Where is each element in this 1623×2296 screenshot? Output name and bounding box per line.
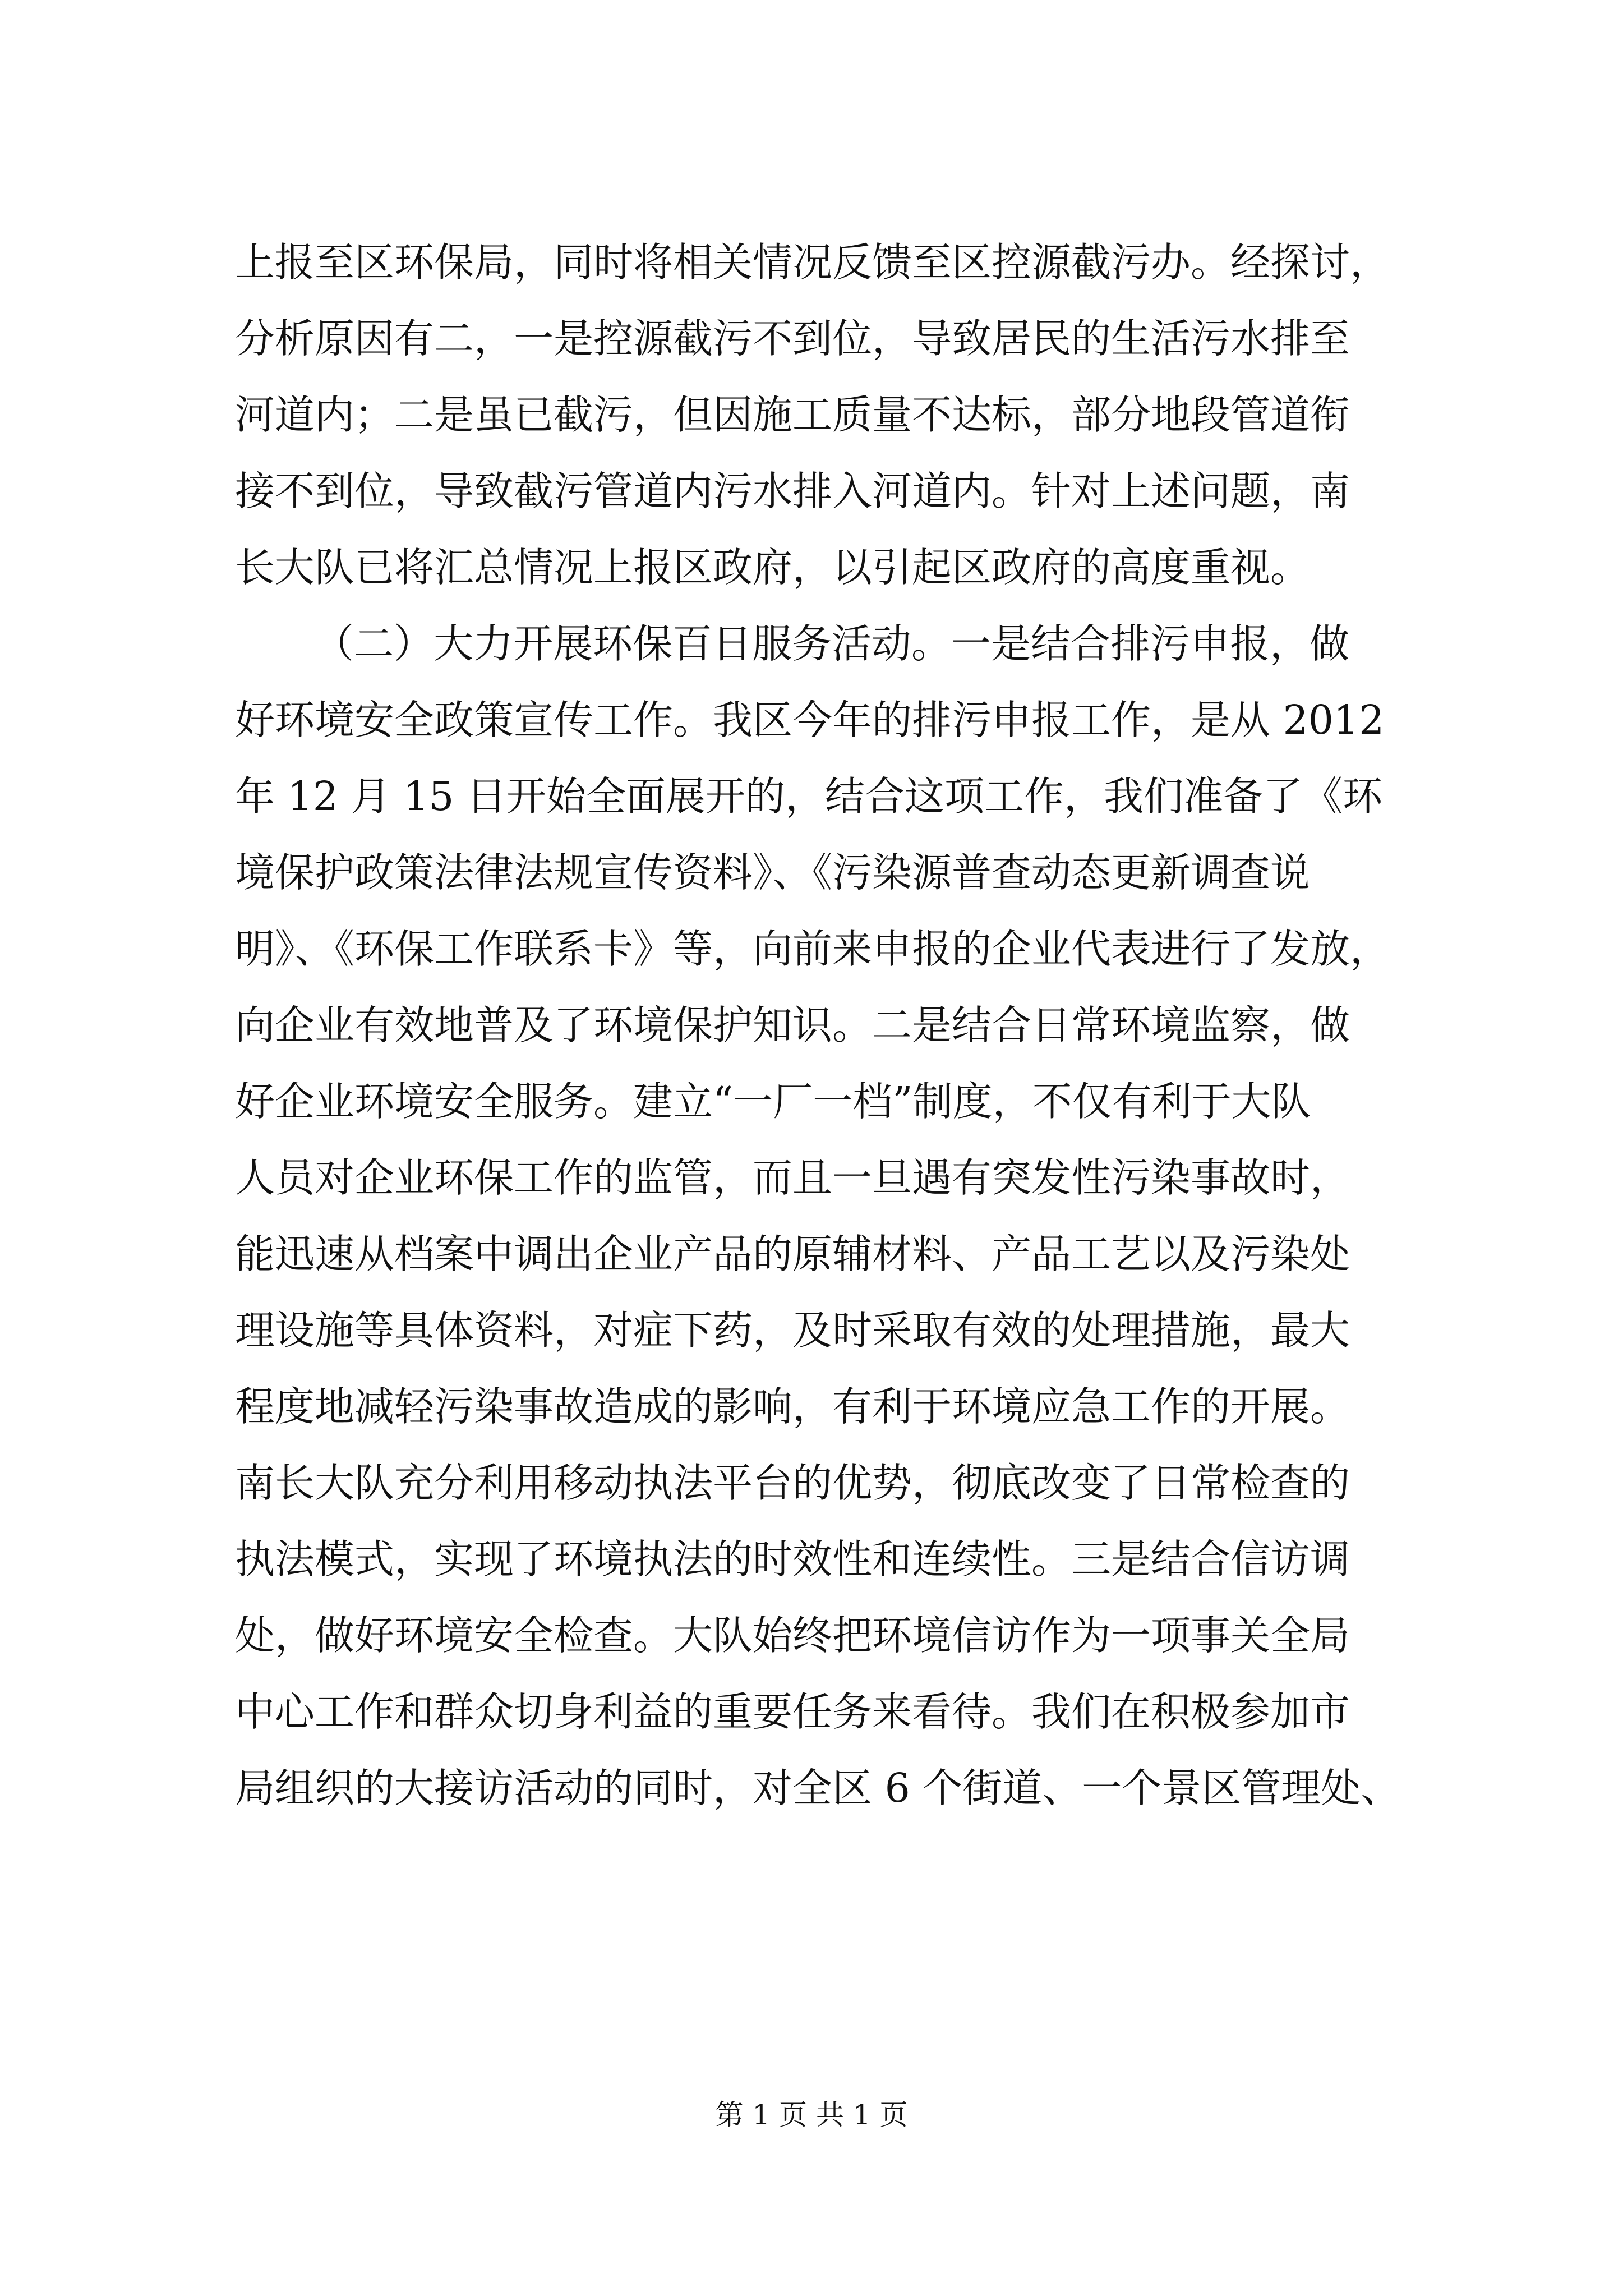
text-line-18: 执法模式，实现了环境执法的时效性和连续性。三是结合信访调 (235, 1536, 1350, 1582)
text-line-8: 年 12 月 15 日开始全面展开的，结合这项工作，我们准备了《环 (235, 773, 1382, 820)
text-line-12: 好企业环境安全服务。建立“一厂一档”制度，不仅有利于大队 (235, 1078, 1311, 1125)
text-line-6: （二）大力开展环保百日服务活动。一是结合排污申报，做 (314, 620, 1350, 667)
text-line-19: 处，做好环境安全检查。大队始终把环境信访作为一项事关全局 (235, 1612, 1350, 1659)
page-footer: 第 1 页 共 1 页 (715, 2099, 908, 2131)
text-line-17: 南长大队充分利用移动执法平台的优势，彻底改变了日常检查的 (235, 1460, 1350, 1506)
text-line-4: 接不到位，导致截污管道内污水排入河道内。针对上述问题，南 (235, 468, 1350, 514)
text-line-14: 能迅速从档案中调出企业产品的原辅材料、产品工艺以及污染处 (235, 1231, 1350, 1277)
text-line-3: 河道内；二是虽已截污，但因施工质量不达标，部分地段管道衔 (235, 392, 1350, 438)
text-line-20: 中心工作和群众切身利益的重要任务来看待。我们在积极参加市 (235, 1688, 1350, 1735)
text-line-15: 理设施等具体资料，对症下药，及时采取有效的处理措施，最大 (235, 1307, 1350, 1354)
text-line-5: 长大队已将汇总情况上报区政府，以引起区政府的高度重视。 (235, 544, 1311, 591)
text-line-21: 局组织的大接访活动的同时，对全区 6 个街道、一个景区管理处、 (235, 1765, 1401, 1811)
text-line-7: 好环境安全政策宣传工作。我区今年的排污申报工作，是从 2012 (235, 697, 1385, 743)
text-line-13: 人员对企业环保工作的监管，而且一旦遇有突发性污染事故时， (235, 1154, 1350, 1201)
text-line-1: 上报至区环保局，同时将相关情况反馈至区控源截污办。经探讨， (235, 239, 1390, 286)
text-line-10: 明》、《环保工作联系卡》等，向前来申报的企业代表进行了发放， (235, 926, 1390, 972)
text-line-11: 向企业有效地普及了环境保护知识。二是结合日常环境监察，做 (235, 1002, 1350, 1048)
text-line-16: 程度地减轻污染事故造成的影响，有利于环境应急工作的开展。 (235, 1383, 1350, 1430)
text-line-2: 分析原因有二，一是控源截污不到位，导致居民的生活污水排至 (235, 315, 1350, 362)
text-line-9: 境保护政策法律法规宣传资料》、《污染源普查动态更新调查说 (235, 849, 1311, 896)
